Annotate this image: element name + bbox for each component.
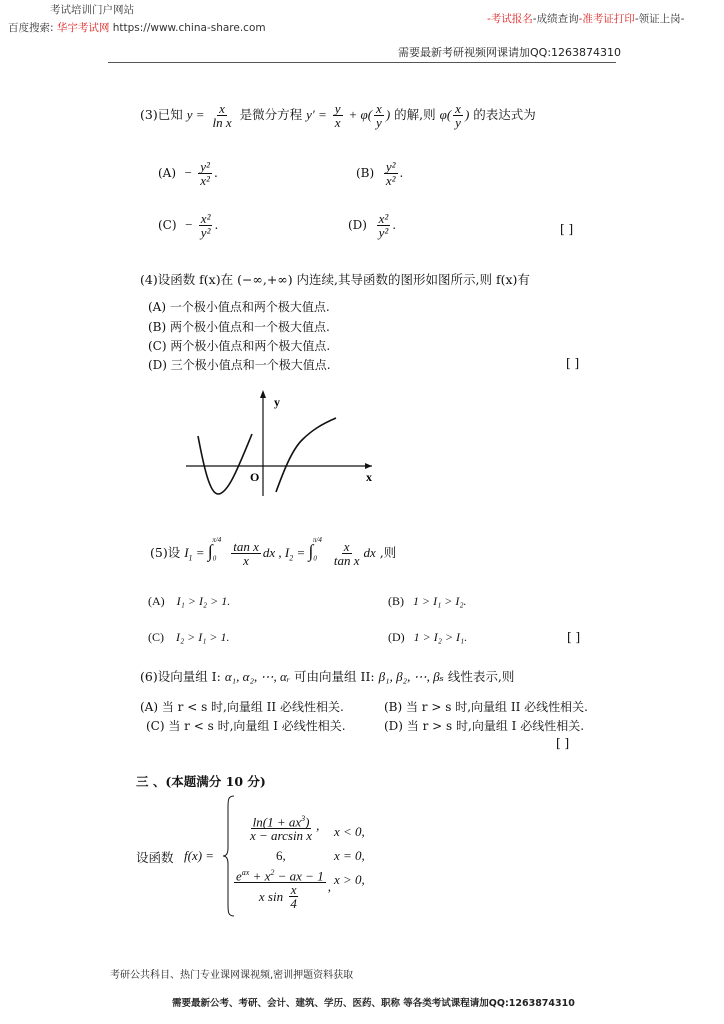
q3-option-d-num: x² [378, 211, 389, 226]
q3-option-c-num: x² [200, 211, 211, 226]
q5-option-b-text: 1 > I₁ > I₂. [413, 594, 467, 608]
q6-stem [140, 667, 514, 685]
x-axis-label: x [366, 470, 372, 484]
x-axis-arrow [365, 463, 372, 469]
nav-link-admission[interactable]: -准考证打印 [578, 13, 635, 25]
q4-answer-bracket: [ ] [566, 356, 580, 370]
q3-tail1: 的解,则 [394, 107, 436, 122]
case2-condition: x = 0, [334, 848, 365, 863]
case3-expression: $e^{ax} + x^2$ − ax − 1 x sin $\frac{x}{4}$ , [236, 868, 331, 912]
q6-option-a: (A) 当 r < s 时,向量组 II 必线性相关. [140, 700, 344, 714]
case2-value: 6, [276, 848, 286, 863]
q6-stem-b: 可由向量组 II: [294, 669, 375, 684]
search-line [8, 20, 266, 35]
section3-lead: 设函数 [136, 850, 174, 865]
q3-stem: (3)已知 y = $\frac{x}{\text{ln x}}$ 是微分方程 y′ = $\frac{y}{x}$ + φ( $\frac{x}{y}$ ) 的解,则 φ( $\frac{x}{y}$ ) 的表达式为 [140, 101, 536, 130]
q4-stem: (4)设函数 f(x)在 (−∞,+∞) 内连续,其导函数的图形如图所示,则 f(x)有 [140, 272, 530, 287]
q5-stem: (5)设 $I_1 = \int_0^{\pi/4}$ $\frac{\text{tan x}}{x}$ dx , $I_2 = \int_0^{\pi/4}$ $\frac{x}{\text{tan x}}$ dx ,则 [150, 535, 397, 568]
q6-set1: α₁, α₂, ⋯, αᵣ [224, 669, 291, 684]
q6-stem-c: 线性表示,则 [447, 669, 515, 684]
q5-prefix: (5)设 [150, 545, 181, 560]
q6-set2: β₁, β₂, ⋯, βₛ [378, 669, 444, 684]
q3-option-d-den: y² [378, 225, 389, 240]
q3-answer-bracket: [ ] [560, 222, 574, 236]
q5-option-d [388, 630, 467, 645]
q6-option-b: (B) 当 r > s 时,向量组 II 必线性相关. [384, 700, 588, 714]
q5-option-b-label: (B) [388, 594, 404, 608]
footer-line2: 需要最新公考、考研、会计、建筑、学历、医药、职称 等各类考试课程请加QQ:1263874310 [172, 998, 575, 1009]
q4-option-c: (C) 两个极小值点和两个极大值点. [148, 339, 331, 353]
q3-option-b-label: (B) [356, 166, 375, 180]
case3-condition: x > 0, [334, 872, 365, 887]
q3-option-a-label: (A) [158, 166, 177, 180]
derivative-curve-right [276, 418, 336, 492]
q5-option-c-text: I₂ > I₁ > 1. [176, 630, 230, 644]
q3-mid: 是微分方程 [239, 107, 303, 122]
search-brand-link[interactable]: 华宇考试网 [56, 22, 110, 34]
q5-option-d-text: 1 > I₂ > I₁. [413, 630, 468, 644]
q3-option-b: (B) $\frac{\text{y²}}{\text{x²}}$ . [356, 159, 404, 188]
case1-condition: x < 0, [334, 824, 365, 839]
q6-option-d: (D) 当 r > s 时,向量组 I 必线性相关. [384, 719, 585, 733]
q6-stem-a: (6)设向量组 I: [140, 669, 221, 684]
q5-option-c-label: (C) [148, 630, 164, 644]
q3-option-a-sign: − [183, 165, 193, 180]
q5-option-a-label: (A) [148, 594, 165, 608]
q5-option-a-text: I₁ > I₂ > 1. [176, 594, 231, 608]
origin-label: O [250, 470, 260, 484]
case1-expression: $\frac{\ln(1 + ax^3)}{\text{x − arcsin x}}$ , [250, 814, 320, 844]
q3-option-d: (D) $\frac{\text{x²}}{\text{y²}}$ . [348, 211, 397, 240]
q3-option-c-den: y² [200, 225, 211, 240]
search-url: https://www.china-share.com [112, 22, 266, 34]
q3-option-d-label: (D) [348, 218, 367, 232]
q3-option-c-sign: − [184, 217, 193, 232]
header-rule [108, 62, 616, 63]
q6-answer-bracket: [ ] [556, 736, 570, 750]
nav-link-certificate[interactable]: -领证上岗- [634, 13, 685, 25]
q5-option-c [148, 630, 230, 645]
y-axis-label: y [274, 395, 280, 409]
q3-option-b-den: x² [385, 173, 396, 188]
q3-option-b-num: y² [385, 159, 396, 174]
q5-suffix: ,则 [379, 545, 397, 560]
nav-links [487, 11, 684, 26]
site-name: 考试培训门户网站 [50, 4, 134, 16]
q5-option-a [148, 594, 230, 609]
nav-link-register[interactable]: -考试报名 [487, 13, 533, 25]
q5-option-b [388, 594, 467, 609]
section3-heading: 三 、(本题满分 10 分) [136, 774, 266, 789]
q3-option-c-label: (C) [158, 218, 177, 232]
y-axis-arrow [260, 390, 266, 398]
footer-line1: 考研公共科目、热门专业课网课视频,密训押题资料获取 [110, 970, 354, 981]
search-prefix: 百度搜索: [8, 22, 54, 34]
q5-option-d-label: (D) [388, 630, 405, 644]
q4-option-b: (B) 两个极小值点和一个极大值点. [148, 320, 330, 334]
nav-link-score[interactable]: -成绩查询 [532, 13, 579, 25]
derivative-curve-left [198, 434, 252, 494]
q3-option-a-den: x² [200, 173, 210, 188]
q3-option-c: (C) − $\frac{\text{x²}}{\text{y²}}$ . [158, 211, 219, 240]
q4-option-a: (A) 一个极小值点和两个极大值点. [148, 300, 330, 314]
section3-fx: f(x) = [184, 848, 215, 863]
header-contact: 需要最新考研视频网课请加QQ:1263874310 [398, 46, 622, 59]
q5-answer-bracket: [ ] [567, 630, 581, 644]
q6-option-c: (C) 当 r < s 时,向量组 I 必线性相关. [146, 719, 346, 733]
q3-option-a: (A) − $\frac{\text{y²}}{\text{x²}}$ . [158, 159, 218, 188]
q3-option-a-num: y² [200, 159, 210, 174]
q3-prefix: (3)已知 [140, 107, 183, 122]
q4-option-d: (D) 三个极小值点和一个极大值点. [148, 358, 331, 372]
q3-tail2: 的表达式为 [473, 107, 536, 122]
derivative-graph [180, 388, 380, 498]
